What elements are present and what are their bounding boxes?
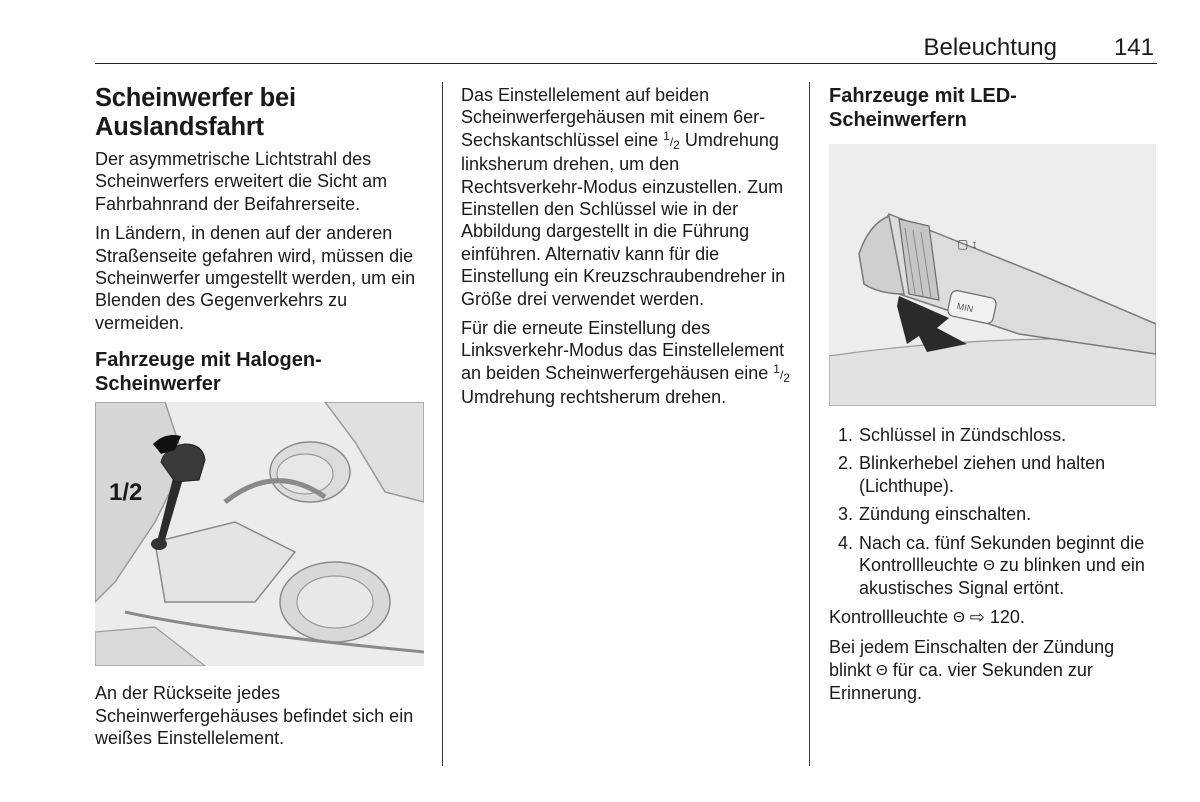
paragraph xyxy=(461,84,796,310)
column-divider xyxy=(442,82,443,766)
fraction-denominator: 2 xyxy=(783,370,790,385)
column-left xyxy=(95,84,430,756)
paragraph-part: Das Einstellelement auf beiden Scheinwerfergehäusen mit einem 6er-Sechskantschlüssel eine xyxy=(461,85,766,150)
list-item-text: Blinkerhebel ziehen und halten (Lichthupe). xyxy=(859,453,1106,496)
fraction-one-half: 1/2 xyxy=(773,361,790,385)
fraction-one-half: 1/2 xyxy=(663,128,680,152)
paragraph: An der Rückseite jedes Scheinwerfergehäuses befindet sich ein weißes Einstellelement. xyxy=(95,683,414,749)
list-item xyxy=(829,452,1159,497)
paragraph xyxy=(829,636,1159,704)
fraction-numerator: 1 xyxy=(773,361,780,376)
paragraph xyxy=(461,317,796,409)
subsection-title: Fahrzeuge mit Halogen-Scheinwerfer xyxy=(95,349,322,396)
paragraph: Der asymmetrische Lichtstrahl des Scheinwerfers erweitert die Sicht am Fahrbahnrand der Beifahrerseite. xyxy=(95,149,388,214)
list-item xyxy=(829,424,1159,446)
halogen-headlamp-drawing xyxy=(95,402,424,666)
paragraph-part: Bei jedem Einschalten der Zündung blinkt xyxy=(829,637,1115,680)
stalk-symbol: ▢ ↕ xyxy=(957,237,978,251)
list-item-number: 2. xyxy=(838,453,854,474)
list-item-text: zu blinken und ein akustisches Signal ertönt. xyxy=(859,555,1145,599)
fraction-denominator: 2 xyxy=(673,137,680,152)
list-item-text: Schlüssel in Zündschloss. xyxy=(859,425,1067,445)
column-middle xyxy=(461,84,796,416)
paragraph-part: für ca. vier Sekunden zur Erinnerung. xyxy=(829,659,1093,704)
cross-reference xyxy=(829,606,1159,629)
warning-light-icon: Θ xyxy=(983,557,995,575)
list-item-number: 3. xyxy=(838,504,854,525)
section-title: Scheinwerfer bei Auslandsfahrt xyxy=(95,84,296,141)
running-header-section: Beleuchtung xyxy=(923,34,1057,61)
list-item xyxy=(829,532,1159,600)
list-item-text: Nach ca. fünf Sekunden beginnt die Kontrollleuchte xyxy=(859,532,1145,576)
reference-label: Kontrollleuchte xyxy=(829,606,949,627)
stalk-button-label: MIN xyxy=(955,300,975,315)
paragraph-part: Umdrehung linksherum drehen, um den Rechtsverkehr-Modus einzustellen. Zum Einstellen den Schlüssel wie in der Abbildung dargestellt in die Führung einführen. Alternativ kann für die Einstellung ein Kreuzschraubendreher in Größe drei verwendet werden. xyxy=(461,129,786,309)
figure-label: 1/2 xyxy=(109,479,143,507)
paragraph: In Ländern, in denen auf der anderen Straßenseite gefahren wird, müssen die Scheinwerfer umgestellt werden, um ein Blenden des Gegenverkehrs zu vermeiden. xyxy=(95,223,416,333)
paragraph-part: Umdrehung rechtsherum drehen. xyxy=(461,387,727,408)
fraction-numerator: 1 xyxy=(663,128,670,143)
halogen-headlamp-illustration xyxy=(95,402,424,666)
warning-light-icon: Θ xyxy=(876,661,888,679)
list-item-number: 4. xyxy=(838,532,854,553)
paragraph-part: Für die erneute Einstellung des Linksverkehr-Modus das Einstellelement an beiden Scheinwerfergehäusen eine xyxy=(461,318,785,383)
column-right xyxy=(829,84,1159,711)
column-divider xyxy=(809,82,810,766)
header-rule xyxy=(95,63,1157,64)
list-item xyxy=(829,503,1159,525)
page-reference-arrow-icon: ⇨ xyxy=(969,606,985,627)
instruction-list xyxy=(829,424,1159,600)
list-item-text: Zündung einschalten. xyxy=(859,504,1032,525)
turn-signal-stalk-drawing xyxy=(829,144,1156,406)
warning-light-icon: Θ xyxy=(953,608,965,626)
page-number: 141 xyxy=(1113,34,1154,61)
page-reference-link[interactable]: 120. xyxy=(989,606,1025,627)
list-item-number: 1. xyxy=(838,425,854,445)
led-stalk-illustration xyxy=(829,144,1156,406)
subsection-title: Fahrzeuge mit LED-Scheinwerfern xyxy=(829,85,1017,131)
